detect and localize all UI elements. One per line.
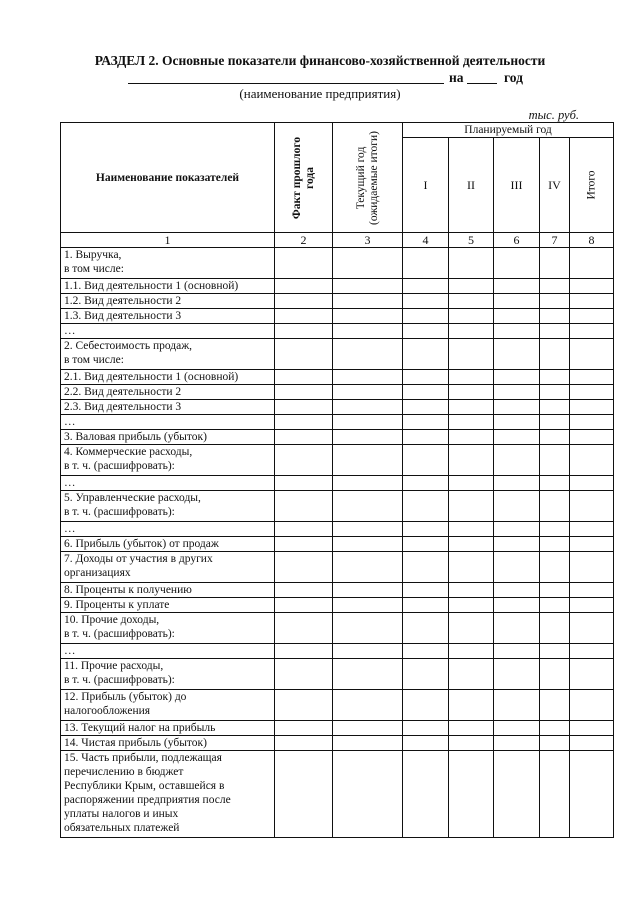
value-cell[interactable]: [403, 476, 449, 491]
indicator-label: 9. Проценты к уплате: [61, 598, 275, 613]
value-cell[interactable]: [275, 415, 333, 430]
value-cell[interactable]: [403, 324, 449, 339]
value-cell[interactable]: [333, 385, 403, 400]
value-cell[interactable]: [275, 522, 333, 537]
table-row: [61, 522, 614, 537]
indicators-table: [60, 122, 614, 838]
value-cell[interactable]: [449, 415, 494, 430]
value-cell[interactable]: [540, 552, 570, 583]
table-row: [61, 491, 614, 522]
value-cell[interactable]: [570, 476, 614, 491]
value-cell[interactable]: [570, 339, 614, 370]
value-cell[interactable]: [403, 370, 449, 385]
value-cell[interactable]: [403, 430, 449, 445]
table-row: [61, 537, 614, 552]
indicator-label: 2. Себестоимость продаж, в том числе:: [61, 339, 275, 370]
header-current-year-label: Текущий год (ожидаемые итоги): [354, 130, 380, 225]
value-cell[interactable]: [449, 491, 494, 522]
value-cell[interactable]: [275, 385, 333, 400]
value-cell[interactable]: [333, 721, 403, 736]
value-cell[interactable]: [275, 370, 333, 385]
value-cell[interactable]: [449, 751, 494, 838]
value-cell[interactable]: [540, 309, 570, 324]
value-cell[interactable]: [570, 400, 614, 415]
value-cell[interactable]: [449, 339, 494, 370]
value-cell[interactable]: [403, 522, 449, 537]
value-cell[interactable]: [449, 476, 494, 491]
value-cell[interactable]: [403, 552, 449, 583]
value-cell[interactable]: [333, 522, 403, 537]
value-cell[interactable]: [570, 370, 614, 385]
value-cell[interactable]: [494, 537, 540, 552]
value-cell[interactable]: [570, 415, 614, 430]
indicator-label: 4. Коммерческие расходы, в т. ч. (расшифровать):: [61, 445, 275, 476]
column-numbers-row: [61, 233, 614, 248]
table-row: [61, 400, 614, 415]
header-prev-year: [275, 123, 333, 233]
value-cell[interactable]: [403, 400, 449, 415]
value-cell[interactable]: [494, 522, 540, 537]
value-cell[interactable]: [403, 598, 449, 613]
value-cell[interactable]: [494, 613, 540, 644]
header-quarter-4: IV: [540, 138, 570, 233]
value-cell[interactable]: [540, 537, 570, 552]
indicator-label: 5. Управленческие расходы, в т. ч. (расшифровать):: [61, 491, 275, 522]
column-number: 3: [333, 233, 403, 248]
value-cell[interactable]: [333, 613, 403, 644]
value-cell[interactable]: [570, 522, 614, 537]
value-cell[interactable]: [403, 248, 449, 279]
value-cell[interactable]: [540, 385, 570, 400]
indicator-label: 1. Выручка, в том числе:: [61, 248, 275, 279]
indicator-label: …: [61, 324, 275, 339]
table-row: [61, 598, 614, 613]
value-cell[interactable]: [275, 445, 333, 476]
value-cell[interactable]: [540, 294, 570, 309]
table-row: [61, 309, 614, 324]
value-cell[interactable]: [494, 751, 540, 838]
value-cell[interactable]: [275, 659, 333, 690]
column-number: 2: [275, 233, 333, 248]
value-cell[interactable]: [449, 552, 494, 583]
value-cell[interactable]: [333, 659, 403, 690]
value-cell[interactable]: [449, 522, 494, 537]
indicator-label: 2.2. Вид деятельности 2: [61, 385, 275, 400]
enterprise-caption: (наименование предприятия): [239, 86, 401, 101]
value-cell[interactable]: [494, 415, 540, 430]
indicator-label: 14. Чистая прибыль (убыток): [61, 736, 275, 751]
value-cell[interactable]: [494, 659, 540, 690]
value-cell[interactable]: [449, 644, 494, 659]
table-row: [61, 751, 614, 838]
value-cell[interactable]: [540, 430, 570, 445]
value-cell[interactable]: [494, 644, 540, 659]
value-cell[interactable]: [275, 324, 333, 339]
table-row: [61, 476, 614, 491]
value-cell[interactable]: [540, 721, 570, 736]
value-cell[interactable]: [494, 324, 540, 339]
value-cell[interactable]: [403, 690, 449, 721]
value-cell[interactable]: [333, 400, 403, 415]
value-cell[interactable]: [403, 491, 449, 522]
table-row: [61, 370, 614, 385]
value-cell[interactable]: [540, 324, 570, 339]
value-cell[interactable]: [494, 294, 540, 309]
header-quarter-1: I: [403, 138, 449, 233]
value-cell[interactable]: [403, 736, 449, 751]
value-cell[interactable]: [570, 552, 614, 583]
column-number: 5: [449, 233, 494, 248]
table-row: [61, 613, 614, 644]
value-cell[interactable]: [449, 370, 494, 385]
header-current-year: [333, 123, 403, 233]
value-cell[interactable]: [275, 690, 333, 721]
value-cell[interactable]: [540, 248, 570, 279]
value-cell[interactable]: [494, 309, 540, 324]
indicator-label: 12. Прибыль (убыток) до налогообложения: [61, 690, 275, 721]
table-row: [61, 721, 614, 736]
value-cell[interactable]: [275, 491, 333, 522]
value-cell[interactable]: [540, 598, 570, 613]
value-cell[interactable]: [333, 598, 403, 613]
indicator-label: …: [61, 522, 275, 537]
value-cell[interactable]: [275, 248, 333, 279]
table-row: [61, 445, 614, 476]
value-cell[interactable]: [494, 690, 540, 721]
value-cell[interactable]: [275, 309, 333, 324]
value-cell[interactable]: [403, 309, 449, 324]
value-cell[interactable]: [449, 279, 494, 294]
value-cell[interactable]: [540, 613, 570, 644]
value-cell[interactable]: [275, 339, 333, 370]
table-row: [61, 385, 614, 400]
table-row: [61, 294, 614, 309]
value-cell[interactable]: [540, 522, 570, 537]
header-name: Наименование показателей: [61, 123, 275, 233]
indicator-label: …: [61, 476, 275, 491]
value-cell[interactable]: [275, 400, 333, 415]
table-row: [61, 659, 614, 690]
table-row: [61, 415, 614, 430]
value-cell[interactable]: [403, 385, 449, 400]
header-prev-year-label: Факт прошлого года: [290, 136, 316, 219]
value-cell[interactable]: [540, 690, 570, 721]
table-row: [61, 248, 614, 279]
indicator-label: 13. Текущий налог на прибыль: [61, 721, 275, 736]
value-cell[interactable]: [540, 583, 570, 598]
indicator-label: 1.1. Вид деятельности 1 (основной): [61, 279, 275, 294]
value-cell[interactable]: [449, 736, 494, 751]
value-cell[interactable]: [449, 690, 494, 721]
value-cell[interactable]: [449, 385, 494, 400]
value-cell[interactable]: [570, 385, 614, 400]
value-cell[interactable]: [494, 552, 540, 583]
value-cell[interactable]: [540, 644, 570, 659]
table-row: [61, 552, 614, 583]
column-number: 7: [540, 233, 570, 248]
value-cell[interactable]: [570, 445, 614, 476]
indicator-label: 2.1. Вид деятельности 1 (основной): [61, 370, 275, 385]
value-cell[interactable]: [540, 339, 570, 370]
indicator-label: 15. Часть прибыли, подлежащая перечислению в бюджет Республики Крым, оставшейся в распоряжении предприятия после уплаты налогов и иных обязательных платежей: [61, 751, 275, 838]
value-cell[interactable]: [403, 294, 449, 309]
value-cell[interactable]: [333, 736, 403, 751]
value-cell[interactable]: [540, 659, 570, 690]
value-cell[interactable]: [333, 537, 403, 552]
header-quarter-2: II: [449, 138, 494, 233]
value-cell[interactable]: [403, 415, 449, 430]
value-cell[interactable]: [540, 751, 570, 838]
value-cell[interactable]: [275, 644, 333, 659]
value-cell[interactable]: [333, 583, 403, 598]
value-cell[interactable]: [333, 644, 403, 659]
value-cell[interactable]: [403, 659, 449, 690]
value-cell[interactable]: [494, 248, 540, 279]
indicator-label: 7. Доходы от участия в других организациях: [61, 552, 275, 583]
value-cell[interactable]: [449, 537, 494, 552]
value-cell[interactable]: [449, 613, 494, 644]
value-cell[interactable]: [570, 248, 614, 279]
value-cell[interactable]: [333, 690, 403, 721]
value-cell[interactable]: [570, 324, 614, 339]
value-cell[interactable]: [540, 476, 570, 491]
value-cell[interactable]: [570, 491, 614, 522]
value-cell[interactable]: [449, 430, 494, 445]
units-label: тыс. руб.: [528, 108, 579, 122]
value-cell[interactable]: [275, 613, 333, 644]
value-cell[interactable]: [333, 370, 403, 385]
value-cell[interactable]: [333, 476, 403, 491]
value-cell[interactable]: [570, 751, 614, 838]
value-cell[interactable]: [449, 659, 494, 690]
title-line-2: [0, 70, 640, 86]
value-cell[interactable]: [275, 294, 333, 309]
value-cell[interactable]: [275, 552, 333, 583]
table-row: [61, 690, 614, 721]
value-cell[interactable]: [333, 491, 403, 522]
value-cell[interactable]: [570, 430, 614, 445]
value-cell[interactable]: [333, 415, 403, 430]
indicator-label: 2.3. Вид деятельности 3: [61, 400, 275, 415]
value-cell[interactable]: [333, 552, 403, 583]
header-planned-year: Планируемый год: [403, 123, 614, 138]
value-cell[interactable]: [403, 644, 449, 659]
value-cell[interactable]: [540, 736, 570, 751]
value-cell[interactable]: [540, 415, 570, 430]
table-row: [61, 583, 614, 598]
value-cell[interactable]: [540, 445, 570, 476]
value-cell[interactable]: [449, 324, 494, 339]
value-cell[interactable]: [570, 736, 614, 751]
indicator-label: 10. Прочие доходы, в т. ч. (расшифровать):: [61, 613, 275, 644]
value-cell[interactable]: [449, 400, 494, 415]
value-cell[interactable]: [570, 537, 614, 552]
value-cell[interactable]: [494, 476, 540, 491]
column-number: 8: [570, 233, 614, 248]
value-cell[interactable]: [275, 279, 333, 294]
table-row: [61, 644, 614, 659]
value-cell[interactable]: [570, 721, 614, 736]
value-cell[interactable]: [570, 659, 614, 690]
value-cell[interactable]: [570, 583, 614, 598]
value-cell[interactable]: [275, 736, 333, 751]
value-cell[interactable]: [333, 445, 403, 476]
value-cell[interactable]: [449, 583, 494, 598]
value-cell[interactable]: [494, 721, 540, 736]
value-cell[interactable]: [540, 370, 570, 385]
value-cell[interactable]: [494, 339, 540, 370]
value-cell[interactable]: [449, 721, 494, 736]
value-cell[interactable]: [333, 324, 403, 339]
value-cell[interactable]: [403, 339, 449, 370]
value-cell[interactable]: [570, 690, 614, 721]
value-cell[interactable]: [403, 613, 449, 644]
table-row: [61, 324, 614, 339]
column-number: 4: [403, 233, 449, 248]
header-total: [570, 138, 614, 233]
value-cell[interactable]: [494, 491, 540, 522]
value-cell[interactable]: [540, 279, 570, 294]
value-cell[interactable]: [403, 583, 449, 598]
value-cell[interactable]: [333, 430, 403, 445]
value-cell[interactable]: [449, 294, 494, 309]
indicator-label: 6. Прибыль (убыток) от продаж: [61, 537, 275, 552]
year-blank[interactable]: [467, 83, 497, 84]
value-cell[interactable]: [570, 294, 614, 309]
indicator-label: 8. Проценты к получению: [61, 583, 275, 598]
value-cell[interactable]: [494, 385, 540, 400]
value-cell[interactable]: [494, 279, 540, 294]
value-cell[interactable]: [275, 430, 333, 445]
word-na: на: [449, 70, 464, 85]
value-cell[interactable]: [570, 279, 614, 294]
value-cell[interactable]: [333, 751, 403, 838]
value-cell[interactable]: [333, 279, 403, 294]
value-cell[interactable]: [494, 598, 540, 613]
indicator-label: …: [61, 644, 275, 659]
column-number: 1: [61, 233, 275, 248]
value-cell[interactable]: [570, 613, 614, 644]
value-cell[interactable]: [449, 248, 494, 279]
value-cell[interactable]: [333, 248, 403, 279]
value-cell[interactable]: [540, 400, 570, 415]
value-cell[interactable]: [333, 294, 403, 309]
value-cell[interactable]: [570, 644, 614, 659]
value-cell[interactable]: [403, 537, 449, 552]
value-cell[interactable]: [494, 445, 540, 476]
header-quarter-3: III: [494, 138, 540, 233]
value-cell[interactable]: [494, 583, 540, 598]
indicator-label: 1.3. Вид деятельности 3: [61, 309, 275, 324]
page-title: РАЗДЕЛ 2. Основные показатели финансово-хозяйственной деятельности: [94, 53, 546, 68]
word-god: год: [504, 70, 523, 85]
value-cell[interactable]: [570, 309, 614, 324]
value-cell[interactable]: [275, 583, 333, 598]
value-cell[interactable]: [449, 598, 494, 613]
indicator-label: …: [61, 415, 275, 430]
value-cell[interactable]: [403, 445, 449, 476]
value-cell[interactable]: [449, 309, 494, 324]
column-number: 6: [494, 233, 540, 248]
value-cell[interactable]: [403, 751, 449, 838]
value-cell[interactable]: [275, 476, 333, 491]
indicator-label: 11. Прочие расходы, в т. ч. (расшифровать):: [61, 659, 275, 690]
table-row: [61, 279, 614, 294]
value-cell[interactable]: [494, 430, 540, 445]
value-cell[interactable]: [494, 736, 540, 751]
value-cell[interactable]: [275, 598, 333, 613]
value-cell[interactable]: [570, 598, 614, 613]
value-cell[interactable]: [494, 370, 540, 385]
table-row: [61, 339, 614, 370]
value-cell[interactable]: [540, 491, 570, 522]
table-row: [61, 736, 614, 751]
value-cell[interactable]: [333, 339, 403, 370]
value-cell[interactable]: [403, 721, 449, 736]
table-row: [61, 430, 614, 445]
value-cell[interactable]: [449, 445, 494, 476]
enterprise-name-blank[interactable]: [128, 83, 444, 84]
value-cell[interactable]: [333, 309, 403, 324]
value-cell[interactable]: [275, 751, 333, 838]
value-cell[interactable]: [494, 400, 540, 415]
header-total-label: Итого: [585, 170, 598, 200]
value-cell[interactable]: [275, 537, 333, 552]
indicator-label: 3. Валовая прибыль (убыток): [61, 430, 275, 445]
value-cell[interactable]: [403, 279, 449, 294]
value-cell[interactable]: [275, 721, 333, 736]
indicator-label: 1.2. Вид деятельности 2: [61, 294, 275, 309]
